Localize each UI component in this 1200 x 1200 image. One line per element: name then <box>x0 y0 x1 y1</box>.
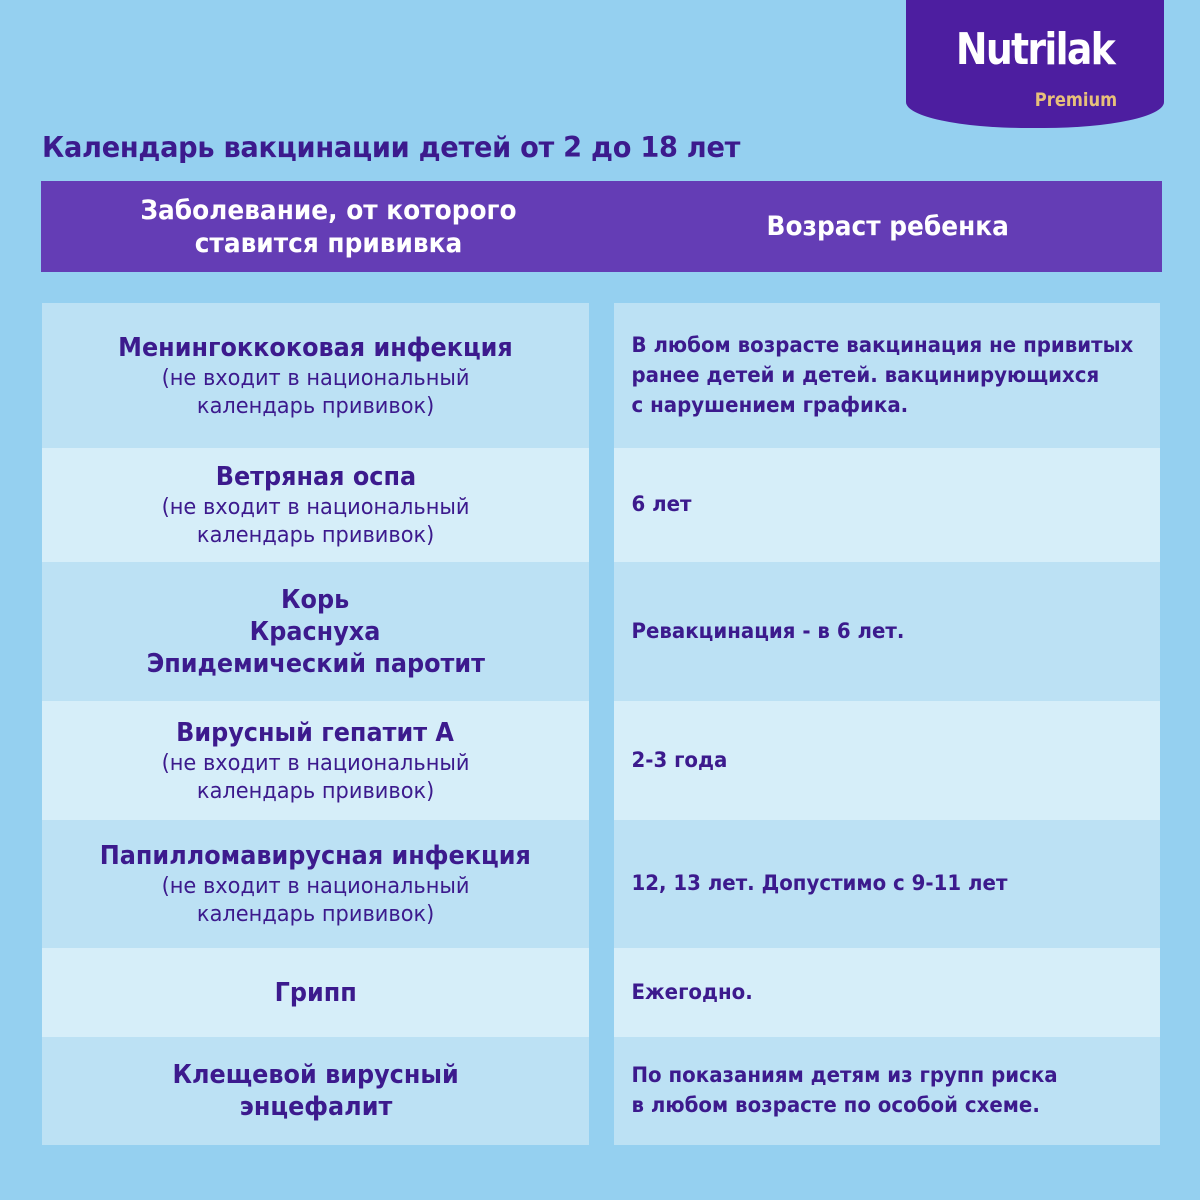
disease-note: календарь прививок) <box>196 777 435 804</box>
disease-name: Грипп <box>274 977 357 1008</box>
disease-note: (не входит в национальный <box>161 364 470 391</box>
header-age-label: Возраст ребенка <box>766 211 1010 242</box>
disease-note: (не входит в национальный <box>161 873 470 899</box>
age-cell <box>614 820 1160 948</box>
brand-name: Nutrilak <box>955 24 1115 75</box>
disease-note: (не входит в национальный <box>161 749 470 776</box>
brand-subtitle: Premium <box>1034 89 1118 111</box>
disease-name: Вирусный гепатит А <box>176 717 455 748</box>
age-cell <box>614 701 1160 820</box>
age-text: 6 лет <box>631 492 692 517</box>
age-text: Ежегодно. <box>631 979 753 1005</box>
header-disease <box>41 181 616 272</box>
disease-name: Ветряная оспа <box>215 462 416 492</box>
disease-cell <box>42 448 589 562</box>
age-text: 12, 13 лет. Допустимо с 9-11 лет <box>631 871 1008 896</box>
age-text: ранее детей и детей. вакцинирующихся <box>631 362 1100 388</box>
header-disease-line-1: Заболевание, от которого <box>140 194 517 226</box>
disease-note: (не входит в национальный <box>161 494 470 520</box>
disease-cell <box>42 820 589 948</box>
age-text: 2-3 года <box>631 747 728 773</box>
disease-note: календарь прививок) <box>196 901 435 927</box>
page-title: Календарь вакцинации детей от 2 до 18 лет <box>42 131 741 164</box>
disease-name: Менингоккоковая инфекция <box>118 332 513 363</box>
age-text: В любом возрасте вакцинация не привитых <box>631 332 1134 358</box>
age-cell <box>614 562 1160 701</box>
disease-name: Клещевой вирусный <box>172 1060 459 1090</box>
disease-name: Эпидемический паротит <box>146 648 485 679</box>
age-text: в любом возрасте по особой схеме. <box>631 1093 1040 1118</box>
disease-cell <box>42 701 589 820</box>
age-cell <box>614 1037 1160 1145</box>
disease-name: Краснуха <box>250 616 381 647</box>
disease-note: календарь прививок) <box>196 522 435 548</box>
disease-cell <box>42 948 589 1037</box>
header-disease-line-2: ставится прививка <box>194 227 463 259</box>
age-cell <box>614 303 1160 448</box>
disease-cell <box>42 1037 589 1145</box>
age-text: По показаниям детям из групп риска <box>631 1063 1058 1088</box>
age-text: с нарушением графика. <box>631 392 909 418</box>
header-age <box>614 181 1162 272</box>
disease-name: Папилломавирусная инфекция <box>99 841 532 871</box>
disease-name: Корь <box>281 584 350 615</box>
disease-cell <box>42 562 589 701</box>
disease-note: календарь прививок) <box>196 392 435 419</box>
disease-cell <box>42 303 589 448</box>
age-cell <box>614 448 1160 562</box>
disease-name: энцефалит <box>239 1092 392 1122</box>
table-header <box>41 181 1162 272</box>
age-cell <box>614 948 1160 1037</box>
brand-logo <box>906 0 1164 128</box>
age-text: Ревакцинация - в 6 лет. <box>631 618 905 644</box>
